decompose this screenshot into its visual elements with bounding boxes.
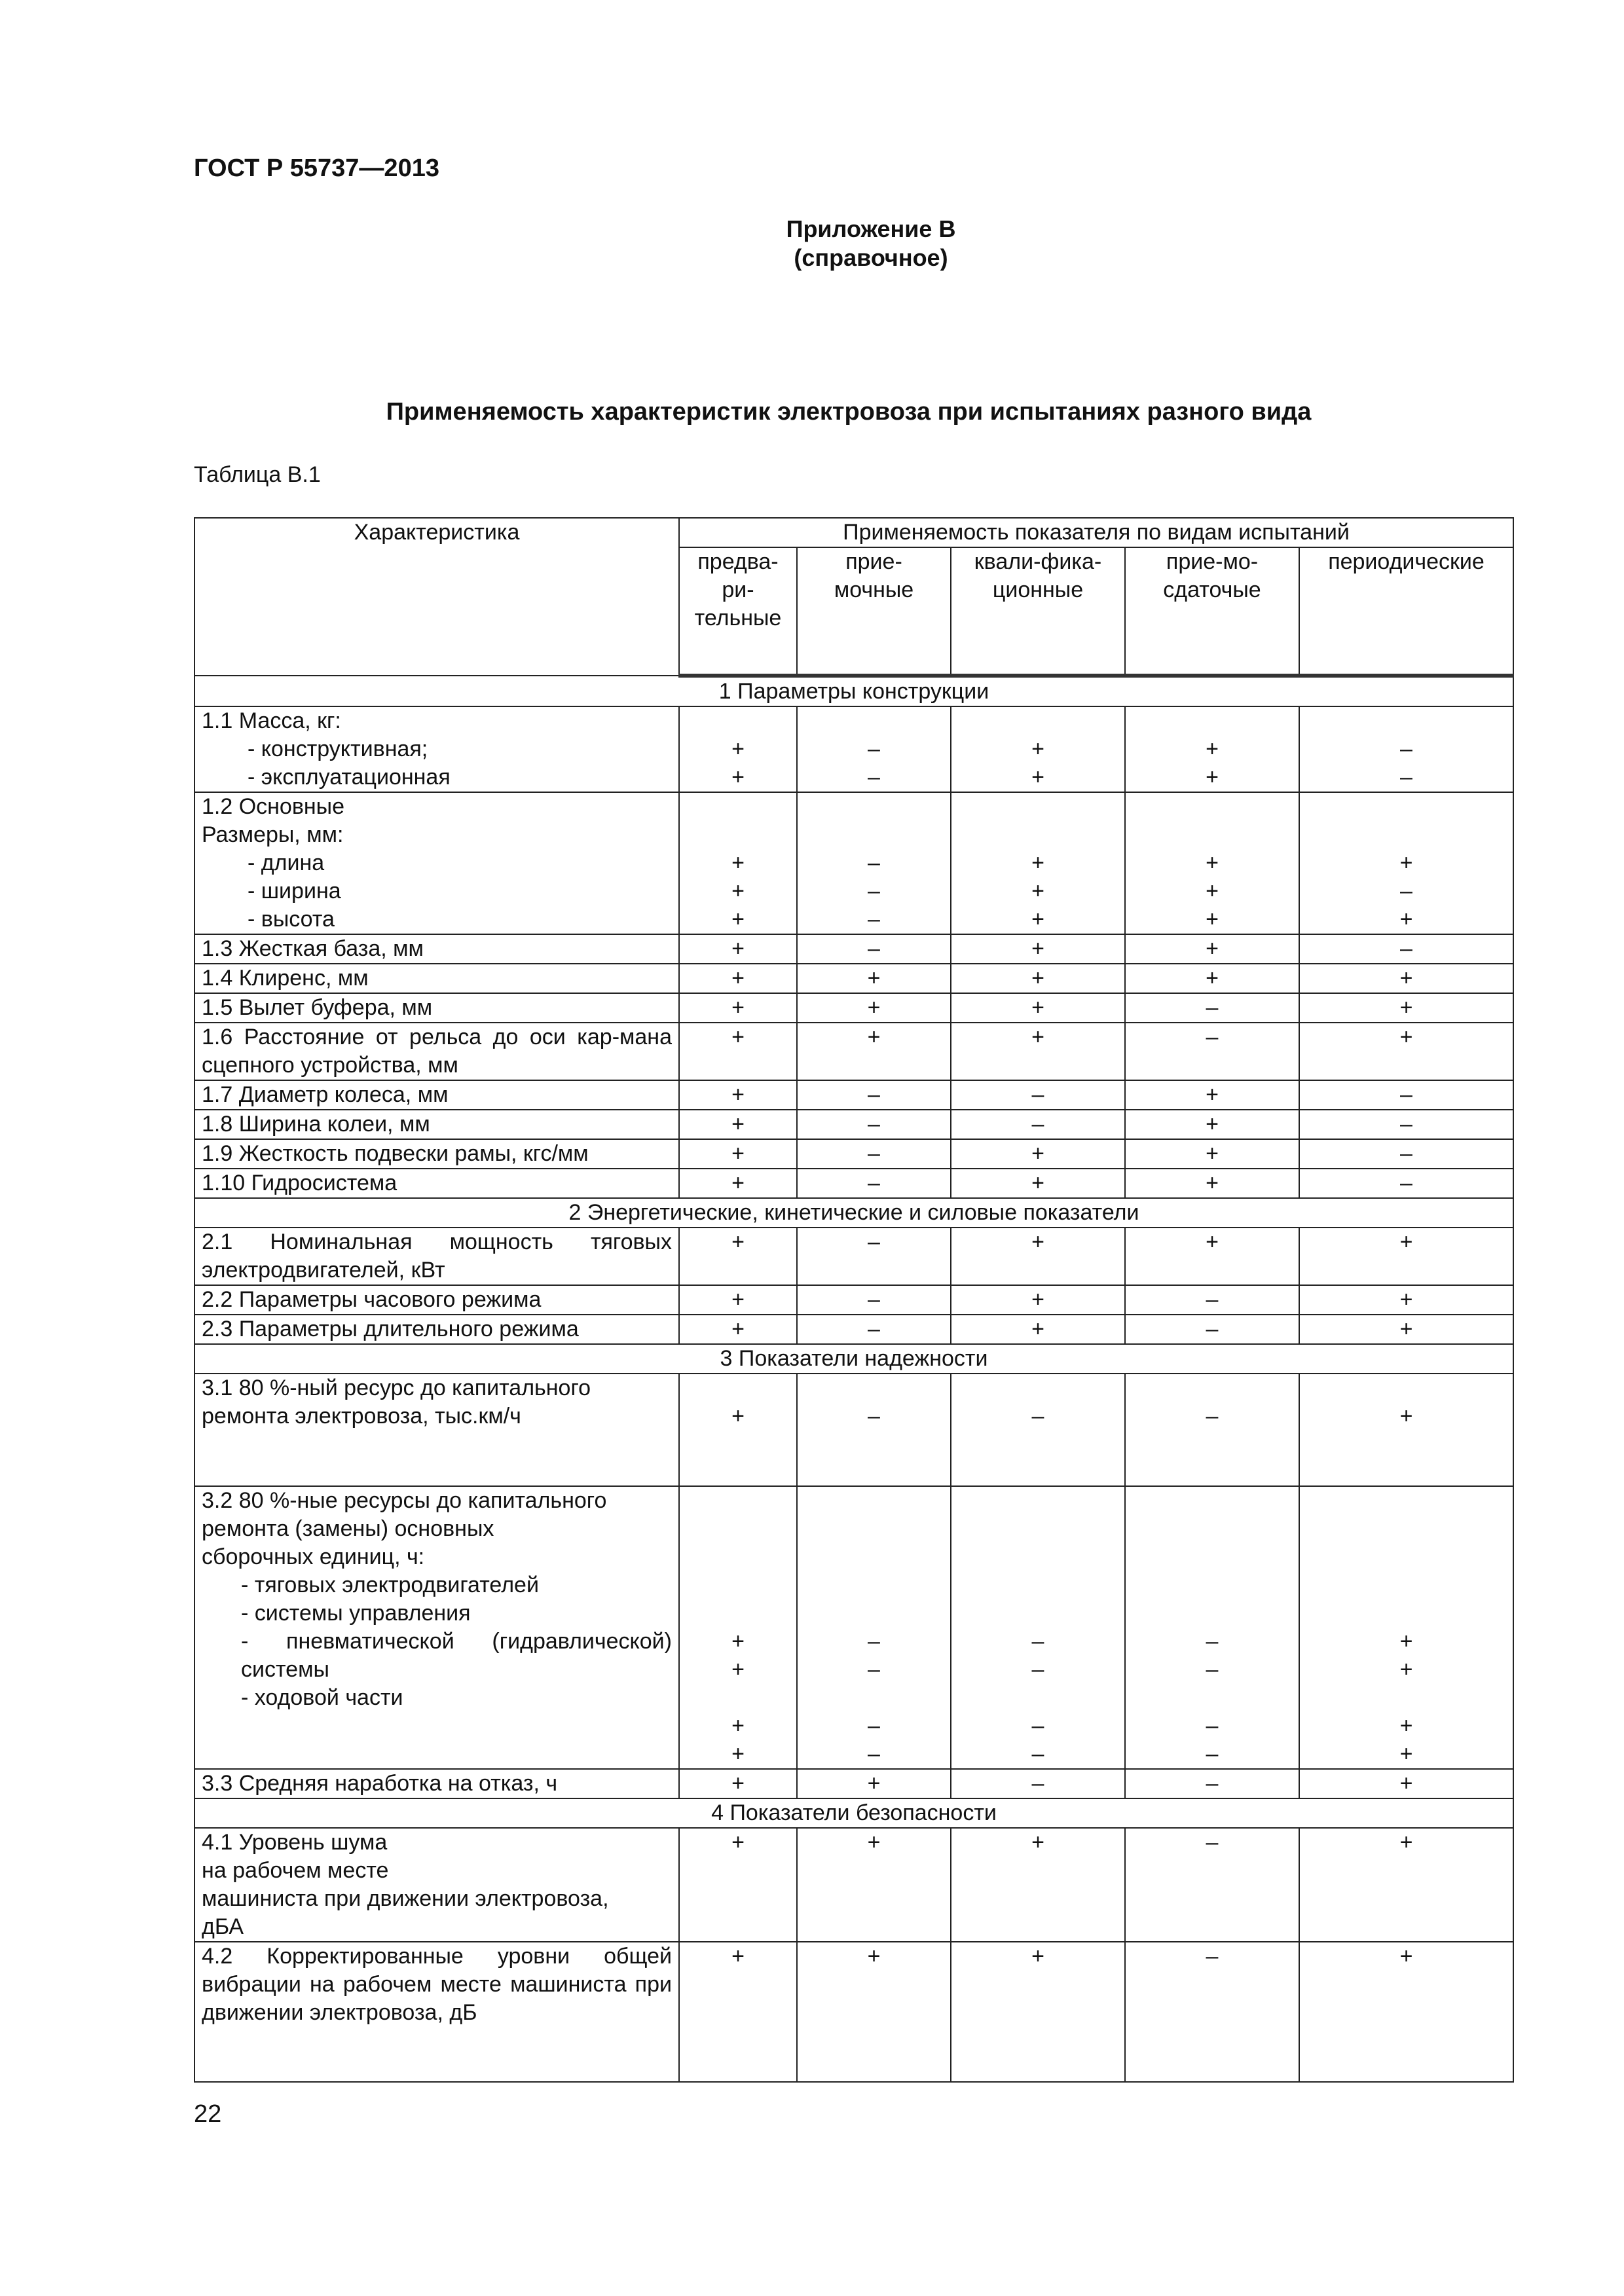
value-cell: + +: [1125, 706, 1299, 792]
row-label: 1.6 Расстояние от рельса до оси кар-мана сцепного устройства, мм: [194, 1023, 679, 1080]
value-cell: –: [1299, 1139, 1513, 1169]
value-cell: +: [951, 1315, 1125, 1344]
value-cell: +: [679, 1023, 797, 1080]
value-cell: +: [1299, 1769, 1513, 1798]
value-cell: +: [1299, 993, 1513, 1023]
table-row: [194, 964, 1513, 993]
value-cell: +: [1125, 1080, 1299, 1110]
value-cell: – – – –: [797, 1486, 951, 1769]
value-cell: +: [679, 1169, 797, 1198]
value-cell: +: [679, 1228, 797, 1285]
value-cell: + +: [951, 706, 1125, 792]
value-cell: +: [1125, 964, 1299, 993]
value-cell: –: [797, 1169, 951, 1198]
value-cell: +: [1299, 1228, 1513, 1285]
value-cell: +: [797, 1023, 951, 1080]
value-cell: –: [1125, 1942, 1299, 2082]
value-cell: –: [1125, 1828, 1299, 1942]
table-row: [194, 1374, 1513, 1486]
value-cell: +: [951, 1139, 1125, 1169]
header-acceptance: прие- мочные: [797, 547, 951, 676]
value-cell: +: [1125, 1228, 1299, 1285]
value-cell: +: [679, 1942, 797, 2082]
table-row: [194, 1228, 1513, 1285]
appendix-label: Приложение В: [786, 215, 956, 242]
value-cell: +: [679, 934, 797, 964]
table-row: [194, 1080, 1513, 1110]
row-label: 3.2 80 %-ные ресурсы до капитального ремонта (замены) основных сборочных единиц, ч: - тяговых электродвигателей - системы управления - пневматической (гидравлической) системы - ходовой части: [194, 1486, 679, 1769]
section-row: [194, 676, 1513, 706]
value-cell: + + + +: [679, 1486, 797, 1769]
page-title: Применяемость характеристик электровоза при испытаниях разного вида: [386, 398, 1312, 426]
value-cell: +: [679, 1828, 797, 1942]
page-number: 22: [194, 2100, 222, 2128]
header-group: Применяемость показателя по видам испытаний: [679, 518, 1513, 547]
row-label: 2.2 Параметры часового режима: [194, 1285, 679, 1315]
value-cell: +: [1299, 1942, 1513, 2082]
table-header-row: [194, 518, 1513, 547]
value-cell: – – – –: [1125, 1486, 1299, 1769]
value-cell: +: [679, 1110, 797, 1139]
section-title: 3 Показатели надежности: [194, 1344, 1513, 1374]
value-cell: +: [951, 1023, 1125, 1080]
table-row: [194, 1023, 1513, 1080]
value-cell: +: [951, 964, 1125, 993]
table-row: [194, 1486, 1513, 1769]
value-cell: +: [797, 964, 951, 993]
section-row: [194, 1344, 1513, 1374]
header-qualification: квали-фика- ционные: [951, 547, 1125, 676]
value-cell: +: [951, 934, 1125, 964]
document-code: ГОСТ Р 55737—2013: [194, 155, 439, 182]
value-cell: –: [951, 1374, 1125, 1486]
value-cell: –: [1125, 1285, 1299, 1315]
row-label: 1.5 Вылет буфера, мм: [194, 993, 679, 1023]
value-cell: – –: [797, 706, 951, 792]
value-cell: –: [1125, 1374, 1299, 1486]
table-row: [194, 993, 1513, 1023]
section-title: 4 Показатели безопасности: [194, 1798, 1513, 1828]
value-cell: –: [797, 1285, 951, 1315]
value-cell: –: [1299, 1110, 1513, 1139]
row-label: 1.8 Ширина колеи, мм: [194, 1110, 679, 1139]
value-cell: +: [1299, 1285, 1513, 1315]
value-cell: +: [951, 1942, 1125, 2082]
table-row: [194, 934, 1513, 964]
appendix-heading: [0, 215, 1624, 272]
value-cell: +: [951, 993, 1125, 1023]
section-title: 1 Параметры конструкции: [194, 676, 1513, 706]
value-cell: +: [679, 1139, 797, 1169]
value-cell: +: [679, 1315, 797, 1344]
header-periodic: периодические: [1299, 547, 1513, 676]
value-cell: +: [1125, 1110, 1299, 1139]
value-cell: – – –: [797, 792, 951, 934]
row-label: 1.7 Диаметр колеса, мм: [194, 1080, 679, 1110]
value-cell: +: [951, 1285, 1125, 1315]
table-caption: Таблица В.1: [194, 462, 321, 487]
value-cell: + + +: [951, 792, 1125, 934]
row-label: 4.2 Корректированные уровни общей вибрации на рабочем месте машиниста при движении электровоза, дБ: [194, 1942, 679, 2082]
value-cell: +: [797, 1828, 951, 1942]
value-cell: +: [797, 1769, 951, 1798]
appendix-type: (справочное): [794, 244, 948, 271]
value-cell: +: [1125, 1139, 1299, 1169]
value-cell: +: [1299, 1023, 1513, 1080]
value-cell: +: [1299, 964, 1513, 993]
value-cell: + + +: [679, 792, 797, 934]
value-cell: –: [951, 1080, 1125, 1110]
table-row: [194, 1942, 1513, 2082]
row-label: 2.3 Параметры длительного режима: [194, 1315, 679, 1344]
row-label: 3.3 Средняя наработка на отказ, ч: [194, 1769, 679, 1798]
value-cell: –: [797, 1374, 951, 1486]
value-cell: –: [797, 1080, 951, 1110]
table-row: [194, 1828, 1513, 1942]
value-cell: +: [679, 964, 797, 993]
value-cell: –: [1125, 1315, 1299, 1344]
table-row: [194, 1769, 1513, 1798]
value-cell: –: [797, 1315, 951, 1344]
row-label: 1.4 Клиренс, мм: [194, 964, 679, 993]
row-label: 3.1 80 %-ный ресурс до капитального ремонта электровоза, тыс.км/ч: [194, 1374, 679, 1486]
value-cell: –: [1299, 934, 1513, 964]
value-cell: +: [679, 1374, 797, 1486]
value-cell: +: [951, 1169, 1125, 1198]
value-cell: – – – –: [951, 1486, 1125, 1769]
header-preliminary: предва- ри- тельные: [679, 547, 797, 676]
value-cell: +: [951, 1828, 1125, 1942]
table-row: [194, 1285, 1513, 1315]
section-row: [194, 1798, 1513, 1828]
value-cell: +: [1125, 1169, 1299, 1198]
applicability-table: [194, 517, 1514, 2083]
row-label: 1.3 Жесткая база, мм: [194, 934, 679, 964]
table-row: [194, 1315, 1513, 1344]
table-row: [194, 792, 1513, 934]
row-label: 4.1 Уровень шума на рабочем месте машиниста при движении электровоза, дБА: [194, 1828, 679, 1942]
value-cell: –: [951, 1110, 1125, 1139]
value-cell: + + +: [1125, 792, 1299, 934]
value-cell: +: [679, 1285, 797, 1315]
section-title: 2 Энергетические, кинетические и силовые показатели: [194, 1198, 1513, 1228]
section-row: [194, 1198, 1513, 1228]
value-cell: –: [797, 934, 951, 964]
value-cell: +: [679, 1080, 797, 1110]
row-label: 1.1 Масса, кг: - конструктивная; - эксплуатационная: [194, 706, 679, 792]
row-label: 1.9 Жесткость подвески рамы, кгс/мм: [194, 1139, 679, 1169]
row-label: 2.1 Номинальная мощность тяговых электродвигателей, кВт: [194, 1228, 679, 1285]
value-cell: –: [797, 1139, 951, 1169]
value-cell: –: [1299, 1169, 1513, 1198]
value-cell: –: [1299, 1080, 1513, 1110]
value-cell: –: [797, 1110, 951, 1139]
value-cell: +: [1299, 1374, 1513, 1486]
value-cell: +: [679, 993, 797, 1023]
value-cell: +: [1125, 934, 1299, 964]
row-label: 1.2 Основные Размеры, мм: - длина - ширина - высота: [194, 792, 679, 934]
value-cell: –: [1125, 1769, 1299, 1798]
value-cell: +: [797, 993, 951, 1023]
value-cell: –: [797, 1228, 951, 1285]
value-cell: +: [951, 1228, 1125, 1285]
header-characteristic: Характеристика: [194, 518, 679, 676]
value-cell: –: [1125, 993, 1299, 1023]
value-cell: +: [679, 1769, 797, 1798]
table-row: [194, 1110, 1513, 1139]
table-row: [194, 706, 1513, 792]
row-label: 1.10 Гидросистема: [194, 1169, 679, 1198]
value-cell: +: [1299, 1828, 1513, 1942]
table-row: [194, 1169, 1513, 1198]
value-cell: – –: [1299, 706, 1513, 792]
value-cell: –: [1125, 1023, 1299, 1080]
value-cell: –: [951, 1769, 1125, 1798]
value-cell: + +: [679, 706, 797, 792]
value-cell: + + + +: [1299, 1486, 1513, 1769]
value-cell: + – +: [1299, 792, 1513, 934]
value-cell: +: [797, 1942, 951, 2082]
value-cell: +: [1299, 1315, 1513, 1344]
header-acceptance-delivery: прие-мо- сдаточые: [1125, 547, 1299, 676]
table-row: [194, 1139, 1513, 1169]
